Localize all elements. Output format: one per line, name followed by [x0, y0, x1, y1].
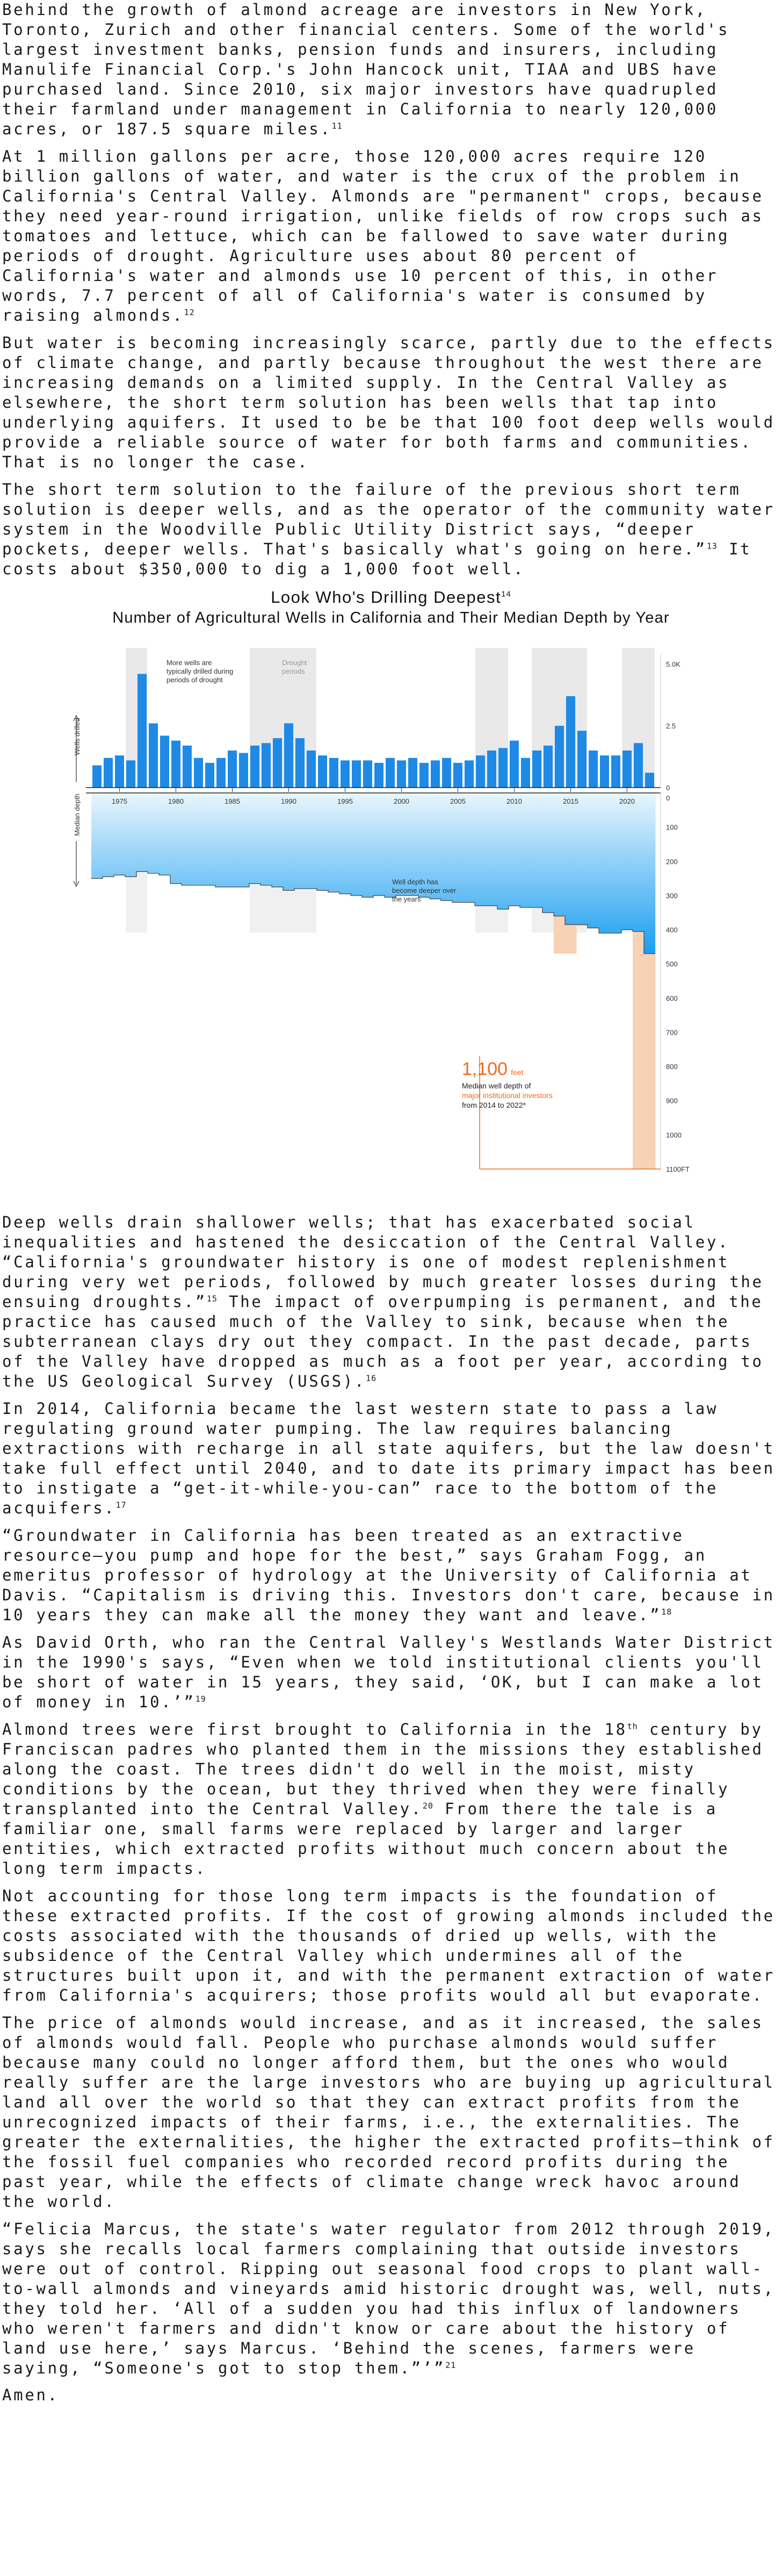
year-label: 1980 [168, 797, 184, 805]
paragraph-3: But water is becoming increasingly scarce, partly due to the effects of climate change, and partly because throughout the west there are increasing demands on a limited supply. In the Central Valley as elsewhere, the short term solution has been wells that tap into underlying aquifers. It used to be be that 100 foot deep wells would provide a reliable source of water for both farms and communities. That is no longer the case. [2, 334, 775, 471]
wells-bar [431, 760, 440, 788]
paragraph-9: Almond trees were first brought to California in the 18th century by Franciscan padres who planted them in the missions they established along the coast. The trees didn't do well in the moist, misty conditions by the ocean, but they thrived when they were finally transplanted into the Central Valley.$^{20}$ From there the tale is a familiar one, small farms were replaced by larger and larger entities, which extracted profits without much concern about the long term impacts. [2, 1720, 764, 1878]
year-label: 1985 [225, 797, 240, 805]
paragraph-5: Deep wells drain shallower wells; that has exacerbated social inequalities and hastened the desiccation of the Central Valley. “California's groundwater history is one of modest replenishment during very wet periods, followed by much greater losses during the ensuing droughts.”$^{15}$ The impact of overpumping is permanent, and the practice has caused much of the Valley to sink, because when the subterranean clays dry out they compact. In the past decade, parts of the Valley have dropped as much as a foot per year, according to the US Geological Survey (USGS).$^{16}$ [2, 1213, 764, 1390]
year-label: 2010 [506, 797, 522, 805]
paragraph-6: In 2014, California became the last western state to pass a law regulating ground water pumping. The law requires balancing extractions with recharge in all state aquifers, but the law doesn't take full effect until 2040, and to date its primary impact has been to instigate a “get-it-while-you-can” race to the bottom of the acquifers.$^{17}$ [2, 1399, 775, 1517]
wells-bar [498, 748, 508, 788]
paragraph-4: The short term solution to the failure of the previous short term solution is deeper wells, and as the operator of the community water system in the Woodville Public Utility District says, “deeper pockets, deeper wells. That's basically what's going on here.”$^{13}$ It costs about $350,000 to dig a 1,000 foot well. [2, 480, 775, 578]
wells-bar [555, 726, 564, 788]
wells-depth-chart [0, 632, 782, 1201]
wells-bar [341, 760, 350, 788]
wells-bar [104, 758, 113, 788]
paragraph-12: “Felicia Marcus, the state's water regulator from 2012 through 2019, says she recalls local farmers complaining that outside investors were out of control. Ripping out seasonal food crops to plant wall-to-wall almonds and vineyards amid historic drought was, well, nuts, they told her. ‘All of a sudden you had this influx of landowners who weren't farmers and didn't know or care about the history of land use here,’ says Marcus. ‘Behind the scenes, farmers were saying, “Someone's got to stop them.”’”$^{21}$ [2, 2220, 775, 2377]
paragraph-10: Not accounting for those long term impacts is the foundation of these extracted profits. If the cost of growing almonds included the costs associated with the thousands of dried up wells, with the subsidence of the Central Valley which undermines all of the structures built upon it, and with the permanent extraction of water from California's acquirers; those profits would all but evaporate. [2, 1887, 775, 2004]
callout-line-2: major institutional investors [462, 1091, 553, 1100]
depth-tick-label: 600 [666, 994, 678, 1002]
wells-bar [284, 723, 293, 788]
paragraph-7: “Groundwater in California has been treated as an extractive resource—you pump and hope for the best,” says Graham Fogg, an emeritus professor of hydrology at the University of California at Davis. “Capitalism is driving this. Investors don't care, because in 10 years they can make all the money they want and leave.”$^{18}$ [2, 1526, 775, 1624]
wells-bar [250, 746, 259, 788]
wells-bar [115, 755, 124, 788]
depth-tick-label: 0 [666, 794, 670, 802]
depth-tick-label: 900 [666, 1096, 678, 1105]
paragraph-1: Behind the growth of almond acreage are investors in New York, Toronto, Zurich and other financial centers. Some of the world's largest investment banks, pension funds and insurers, including Manulife Financial Corp.'s John Hancock unit, TIAA and UBS have purchased land. Since 2010, six major investors have quadrupled their farmland under management in California to nearly 120,000 acres, or 187.5 square miles.$^{11}$ [2, 1, 730, 138]
wells-bar [611, 755, 620, 788]
wells-bar [329, 758, 338, 788]
wells-bar [318, 755, 327, 788]
wells-bar [566, 696, 575, 788]
paragraph-2: At 1 million gallons per acre, those 120,000 acres require 120 billion gallons of water, and water is the crux of the problem in California's Central Valley. Almonds are "permanent" crops, because they need year-round irrigation, unlike fields of row crops such as tomatoes and lettuce, which can be fallowed to save water during periods of drought. Agriculture uses about 80 percent of California's water and almonds use 10 percent of this, in other words, 7.7 percent of all of California's water is consumed by raising almonds.$^{12}$ [2, 147, 764, 324]
wells-bar [476, 755, 485, 788]
wells-bar [216, 758, 226, 788]
wells-bar [183, 746, 192, 788]
wells-bar [589, 751, 598, 788]
wells-bar [92, 766, 102, 788]
wells-bar [363, 760, 372, 788]
wells-bar [137, 674, 147, 788]
wells-bar [149, 723, 158, 788]
wells-bar [273, 738, 282, 788]
wells-bar [397, 760, 406, 788]
depth-tick-label: 500 [666, 960, 678, 969]
chart-subtitle: Number of Agricultural Wells in California and Their Median Depth by Year [112, 609, 670, 626]
depth-tick-label: 200 [666, 857, 678, 866]
wells-bar [408, 758, 417, 788]
depth-tick-label: 300 [666, 891, 678, 900]
callout-value: 1,100 [462, 1059, 508, 1079]
year-label: 2000 [394, 797, 409, 805]
wells-bar [487, 751, 496, 788]
median-depth-label: Median depth [73, 793, 81, 836]
wells-bar [453, 763, 462, 788]
svg-text:1,100feet [462, 1059, 524, 1079]
deeper-annotation: Well depth has become deeper over the years [392, 878, 457, 903]
drought-periods-label: Drought periods [282, 659, 307, 675]
wells-bar [262, 743, 271, 788]
year-label: 1990 [281, 797, 296, 805]
wells-bar [386, 758, 395, 788]
wells-bar [194, 758, 203, 788]
paragraph-11: The price of almonds would increase, and as it increased, the sales of almonds would fall. People who purchase almonds would suffer because many could no longer afford them, but the ones who would really suffer are the large investors who are buying up agricultural land all over the world so that they can extract profits from the unrecognized impacts of their farms, i.e., the externalities. The greater the externalities, the higher the extracted profits–think of the fossil fuel companies who recorded record profits during the past year, while the effects of climate change wreck havoc around the world. [2, 2014, 775, 2211]
depth-tick-label: 100 [666, 823, 678, 832]
count-tick-label: 0 [666, 784, 670, 792]
wells-bar [160, 735, 169, 788]
wells-bar [544, 746, 553, 788]
wells-bar [532, 751, 541, 788]
wells-bar [645, 773, 654, 788]
wells-drilled-label: Wells drilled [73, 718, 81, 755]
depth-tick-label: 400 [666, 926, 678, 934]
year-label: 1975 [112, 797, 127, 805]
year-label: 1995 [337, 797, 353, 805]
year-label: 2015 [563, 797, 578, 805]
wells-chart [0, 587, 782, 1204]
count-tick-label: 5.0K [666, 660, 680, 668]
wells-bar [352, 760, 361, 788]
investor-callout [462, 1056, 661, 1169]
wells-bar [442, 758, 451, 788]
wells-bar [228, 751, 237, 788]
wells-bar [510, 741, 519, 788]
wells-bar [205, 763, 214, 788]
callout-unit: feet [511, 1068, 524, 1077]
wells-bar [600, 755, 609, 788]
callout-line-1: Median well depth of [462, 1081, 531, 1090]
wells-bar [239, 753, 248, 788]
year-label: 2005 [450, 797, 466, 805]
depth-tick-label: 700 [666, 1028, 678, 1037]
paragraph-8: As David Orth, who ran the Central Valley's Westlands Water District in the 1990's says, “Even when we told institutional clients you'll be short of water in 15 years, they said, ‘OK, but I can make a lot of money in 10.’”$^{19}$ [2, 1633, 775, 1711]
wells-bar [126, 760, 135, 788]
drought-annotation: More wells are typically drilled during periods of drought [166, 659, 234, 684]
closing-word: Amen. [2, 2386, 59, 2404]
wells-bar [577, 731, 586, 788]
wells-bar [465, 760, 474, 788]
wells-bar [171, 741, 180, 788]
wells-bar [307, 751, 316, 788]
chart-title: Look Who's Drilling Deepest$^{14}$ [271, 588, 511, 607]
depth-tick-label: 1100FT [666, 1165, 690, 1173]
depth-tick-label: 1000 [666, 1131, 682, 1139]
count-tick-label: 2.5 [666, 722, 676, 730]
callout-line-3: from 2014 to 2022* [462, 1101, 526, 1109]
wells-bar [295, 738, 305, 788]
year-label: 2020 [619, 797, 635, 805]
wells-bar [521, 758, 530, 788]
wells-bar [634, 743, 643, 788]
wells-bar [374, 763, 383, 788]
wells-bar [622, 751, 632, 788]
wells-bar [419, 763, 429, 788]
depth-tick-label: 800 [666, 1063, 678, 1071]
